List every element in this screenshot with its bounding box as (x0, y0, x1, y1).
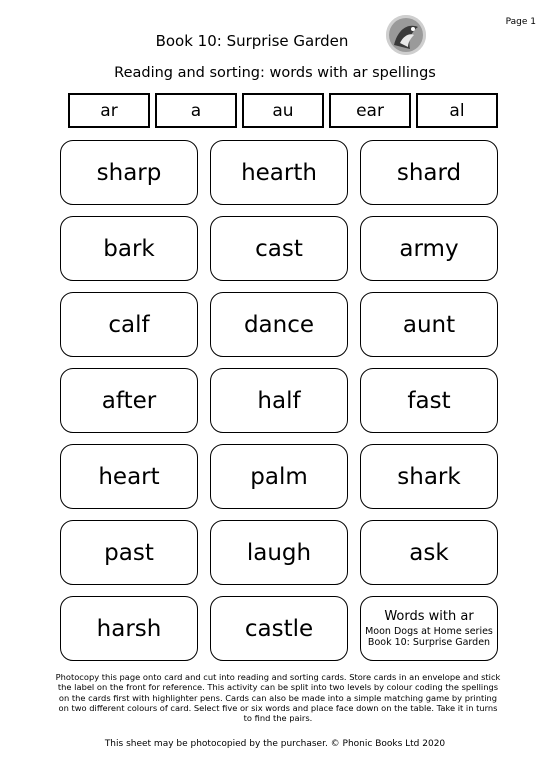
word-card: ask (360, 520, 498, 585)
word-card: palm (210, 444, 348, 509)
label-card-book: Book 10: Surprise Garden (367, 637, 491, 648)
word-card: heart (60, 444, 198, 509)
word-card: cast (210, 216, 348, 281)
word-card: bark (60, 216, 198, 281)
word-card: dance (210, 292, 348, 357)
page-title: Book 10: Surprise Garden (155, 32, 349, 50)
word-card: laugh (210, 520, 348, 585)
spelling-header-row (68, 93, 496, 128)
word-card: hearth (210, 140, 348, 205)
spelling-box-a: a (155, 93, 237, 128)
copyright-footer: This sheet may be photocopied by the purchaser. © Phonic Books Ltd 2020 (104, 739, 446, 749)
word-card: aunt (360, 292, 498, 357)
label-card (360, 596, 498, 661)
label-card-title: Words with ar (384, 609, 474, 624)
word-card: harsh (60, 596, 198, 661)
word-card: past (60, 520, 198, 585)
page-subtitle: Reading and sorting: words with ar spellings (114, 65, 436, 81)
word-card: shard (360, 140, 498, 205)
spelling-box-au: au (242, 93, 324, 128)
spelling-box-ar: ar (68, 93, 150, 128)
word-card: sharp (60, 140, 198, 205)
spelling-box-ear: ear (329, 93, 411, 128)
word-card: fast (360, 368, 498, 433)
book-cover-logo-icon (386, 15, 426, 55)
word-card: shark (360, 444, 498, 509)
word-card: half (210, 368, 348, 433)
page-number: Page 1 (505, 17, 536, 27)
word-card: castle (210, 596, 348, 661)
word-card: after (60, 368, 198, 433)
word-card: army (360, 216, 498, 281)
instructions-text: Photocopy this page onto card and cut into reading and sorting cards. Store cards in an envelope and stick the label on the front for reference. This activity can be split into two levels by colour coding the spellings on the cards first with highlighter pens. Cards can also be made into a simple matching game by printing on two different colours of card. Select five or six words and place face down on the table. Take it in turns to find the pairs. (55, 672, 501, 724)
spelling-box-al: al (416, 93, 498, 128)
word-card: calf (60, 292, 198, 357)
label-card-series: Moon Dogs at Home series (365, 626, 493, 637)
